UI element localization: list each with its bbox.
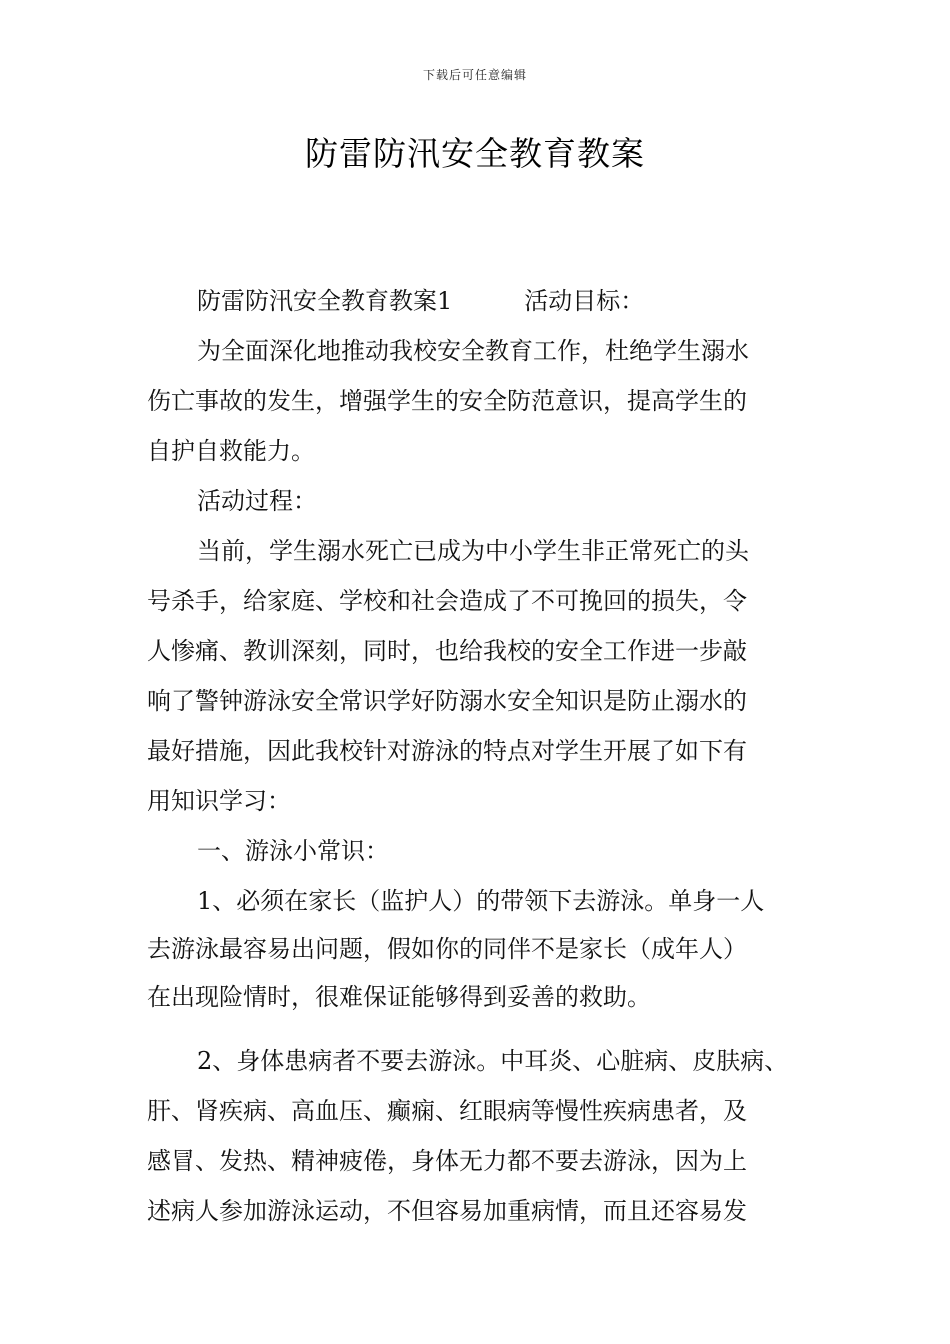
paragraph-line: 最好措施，因此我校针对游泳的特点对学生开展了如下有 xyxy=(147,737,747,765)
paragraph-line: 号杀手，给家庭、学校和社会造成了不可挽回的损失，令 xyxy=(147,587,747,615)
paragraph-line: 肝、肾疾病、高血压、癫痫、红眼病等慢性疾病患者，及 xyxy=(147,1097,747,1125)
paragraph-spacer xyxy=(147,1022,837,1036)
paragraph-line: 伤亡事故的发生，增强学生的安全防范意识，提高学生的 xyxy=(147,387,747,415)
header-note: 下载后可任意编辑 xyxy=(422,68,527,82)
paragraph-line: 当前，学生溺水死亡已成为中小学生非正常死亡的头 xyxy=(197,537,749,565)
intro-line xyxy=(147,276,837,326)
paragraph-line: 用知识学习： xyxy=(147,787,291,815)
paragraph-line: 感冒、发热、精神疲倦，身体无力都不要去游泳，因为上 xyxy=(147,1147,747,1175)
paragraph-line: 2、身体患病者不要去游泳。中耳炎、心脏病、皮肤病、 xyxy=(197,1047,789,1075)
document-title: 防雷防汛安全教育教案 xyxy=(305,134,645,173)
document-body xyxy=(147,276,837,1236)
paragraph-line: 在出现险情时，很难保证能够得到妥善的救助。 xyxy=(147,983,651,1011)
paragraph-line: 响了警钟游泳安全常识学好防溺水安全知识是防止溺水的 xyxy=(147,687,747,715)
section-label: 活动过程： xyxy=(197,487,317,515)
objective-label: 活动目标： xyxy=(524,287,645,315)
paragraph-line: 为全面深化地推动我校安全教育工作，杜绝学生溺水 xyxy=(197,337,749,365)
paragraph-line: 人惨痛、教训深刻，同时，也给我校的安全工作进一步敲 xyxy=(147,637,747,665)
paragraph-line: 自护自救能力。 xyxy=(147,437,315,465)
paragraph-line: 去游泳最容易出问题，假如你的同伴不是家长（成年人） xyxy=(147,935,747,963)
section-heading: 一、游泳小常识： xyxy=(197,837,389,865)
paragraph-line: 述病人参加游泳运动，不但容易加重病情，而且还容易发 xyxy=(147,1197,747,1225)
paragraph-line: 1、必须在家长（监护人）的带领下去游泳。单身一人 xyxy=(197,887,765,915)
lesson-subtitle: 防雷防汛安全教育教案1 xyxy=(197,287,453,315)
